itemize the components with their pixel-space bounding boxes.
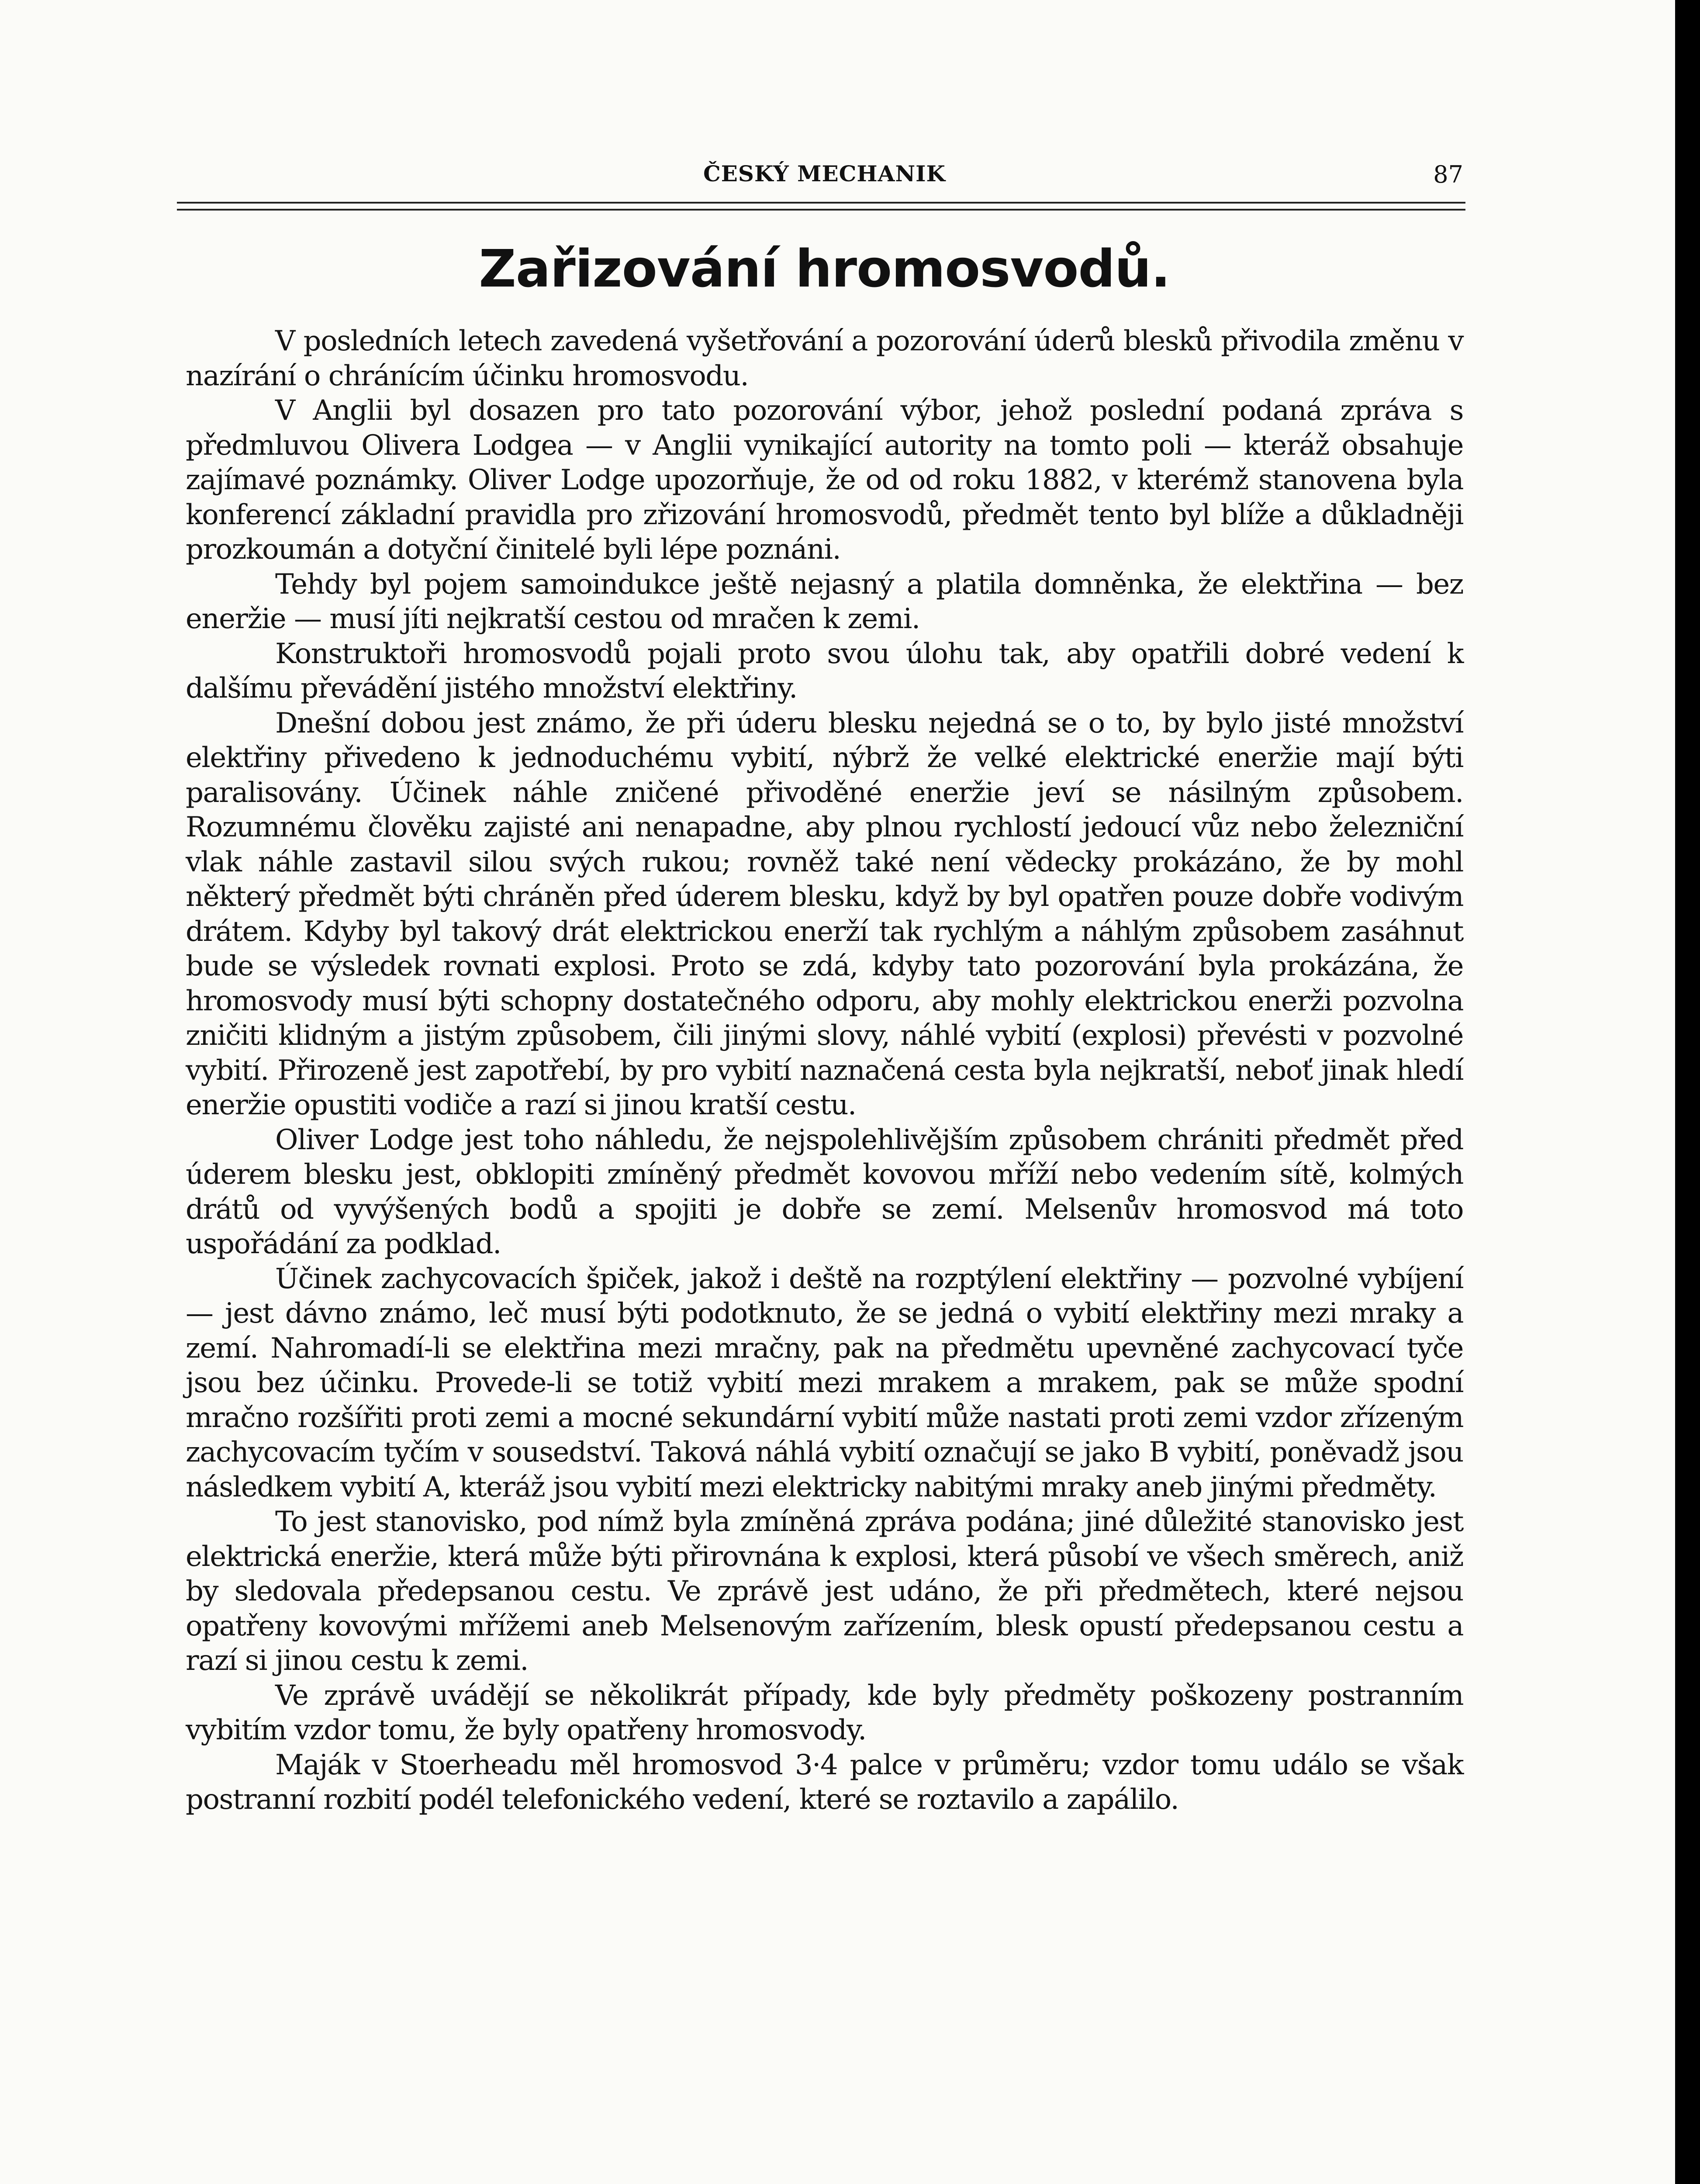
- paragraph: Maják v Stoerheadu měl hromosvod 3·4 palce v průměru; vzdor tomu událo se však postranní rozbití podél telefonického vedení, které se roztavilo a zapálilo.: [186, 1749, 1463, 1816]
- running-title: ČESKÝ MECHANIK: [703, 161, 946, 187]
- page-number: 87: [1433, 161, 1463, 188]
- running-head: [186, 161, 1463, 204]
- paragraph: Dnešní dobou jest známo, že při úderu blesku nejedná se o to, by bylo jisté množství elektřiny přivedeno k jednoduchému vybití, nýbrž že velké elektrické eneržie mají býti paralisovány. Účinek náhle zničené přivoděné eneržie jeví se násilným způsobem. Rozumnému člověku zajisté ani nenapadne, aby plnou rychlostí jedoucí vůz nebo železniční vlak náhle zastavil silou svých rukou; rovněž také není vědecky prokázáno, že by mohl některý předmět býti chráněn před úderem blesku, když by byl opatřen pouze dobře vodivým drátem. Kdyby byl takový drát elektrickou enerží tak rychlým a náhlým způsobem zasáhnut bude se výsledek rovnati explosi. Proto se zdá, kdyby tato pozorování byla prokázána, že hromosvody musí býti schopny dostatečného odporu, aby mohly elektrickou enerži pozvolna zničiti klidným a jistým způsobem, čili jinými slovy, náhlé vybití (explosi) převésti v pozvolné vybití. Přirozeně jest zapotřebí, by pro vybití naznačená cesta byla nejkratší, neboť jinak hledí eneržie opustiti vodiče a razí si jinou kratší cestu.: [186, 707, 1463, 1121]
- paragraph: Tehdy byl pojem samoindukce ještě nejasný a platila domněnka, že elektřina — bez eneržie — musí jíti nejkratší cestou od mračen k zemi.: [186, 568, 1463, 635]
- paragraph: Ve zprávě uvádějí se několikrát případy, kde byly předměty poškozeny postranním vybitím vzdor tomu, že byly opatřeny hromosvody.: [186, 1679, 1463, 1746]
- paragraph: V posledních letech zavedená vyšetřování a pozorování úderů blesků přivodila změnu v nazírání o chránícím účinku hromosvodu.: [186, 325, 1463, 392]
- article: [186, 236, 1463, 1818]
- article-title: Zařizování hromosvodů.: [479, 238, 1170, 299]
- paragraph: To jest stanovisko, pod nímž byla zmíněná zpráva podána; jiné důležité stanovisko jest elektrická eneržie, která může býti přirovnána k explosi, která působí ve všech směrech, aniž by sledovala předepsanou cestu. Ve zprávě jest udáno, že při předmětech, které nejsou opatřeny kovovými mřížemi aneb Melsenovým zařízením, blesk opustí předepsanou cestu a razí si jinou cestu k zemi.: [186, 1506, 1463, 1677]
- paragraph: Účinek zachycovacích špiček, jakož i deště na rozptýlení elektřiny — pozvolné vybíjení — jest dávno známo, leč musí býti podotknuto, že se jedná o vybití elektřiny mezi mraky a zemí. Nahromadí-li se elektřina mezi mračny, pak na předmětu upevněné zachycovací tyče jsou bez účinku. Provede-li se totiž vybití mezi mrakem a mrakem, pak se může spodní mračno rozšířiti proti zemi a mocné sekundární vybití může nastati proti zemi vzdor zřízeným zachycovacím tyčím v sousedství. Taková náhlá vybití označují se jako B vybití, poněvadž jsou následkem vybití A, kteráž jsou vybití mezi elektricky nabitými mraky aneb jinými předměty.: [186, 1262, 1463, 1503]
- paragraph: Oliver Lodge jest toho náhledu, že nejspolehlivějším způsobem chrániti předmět před úderem blesku jest, obklopiti zmíněný předmět kovovou mříží nebo vedením sítě, kolmých drátů od vyvýšených bodů a spojiti je dobře se zemí. Melsenův hromosvod má toto uspořádání za podklad.: [186, 1123, 1463, 1260]
- header-double-rule: [177, 202, 1465, 211]
- paragraph: Konstruktoři hromosvodů pojali proto svou úlohu tak, aby opatřili dobré vedení k dalšímu převádění jistého množství elektřiny.: [186, 637, 1463, 705]
- paragraph: V Anglii byl dosazen pro tato pozorování výbor, jehož poslední podaná zpráva s předmluvou Olivera Lodgea — v Anglii vynikající autority na tomto poli — kteráž obsahuje zajímavé poznámky. Oliver Lodge upozorňuje, že od od roku 1882, v kterémž stanovena byla konferencí základní pravidla pro zřizování hromosvodů, předmět tento byl blíže a důkladněji prozkoumán a dotyční činitelé byli lépe poznáni.: [186, 394, 1463, 566]
